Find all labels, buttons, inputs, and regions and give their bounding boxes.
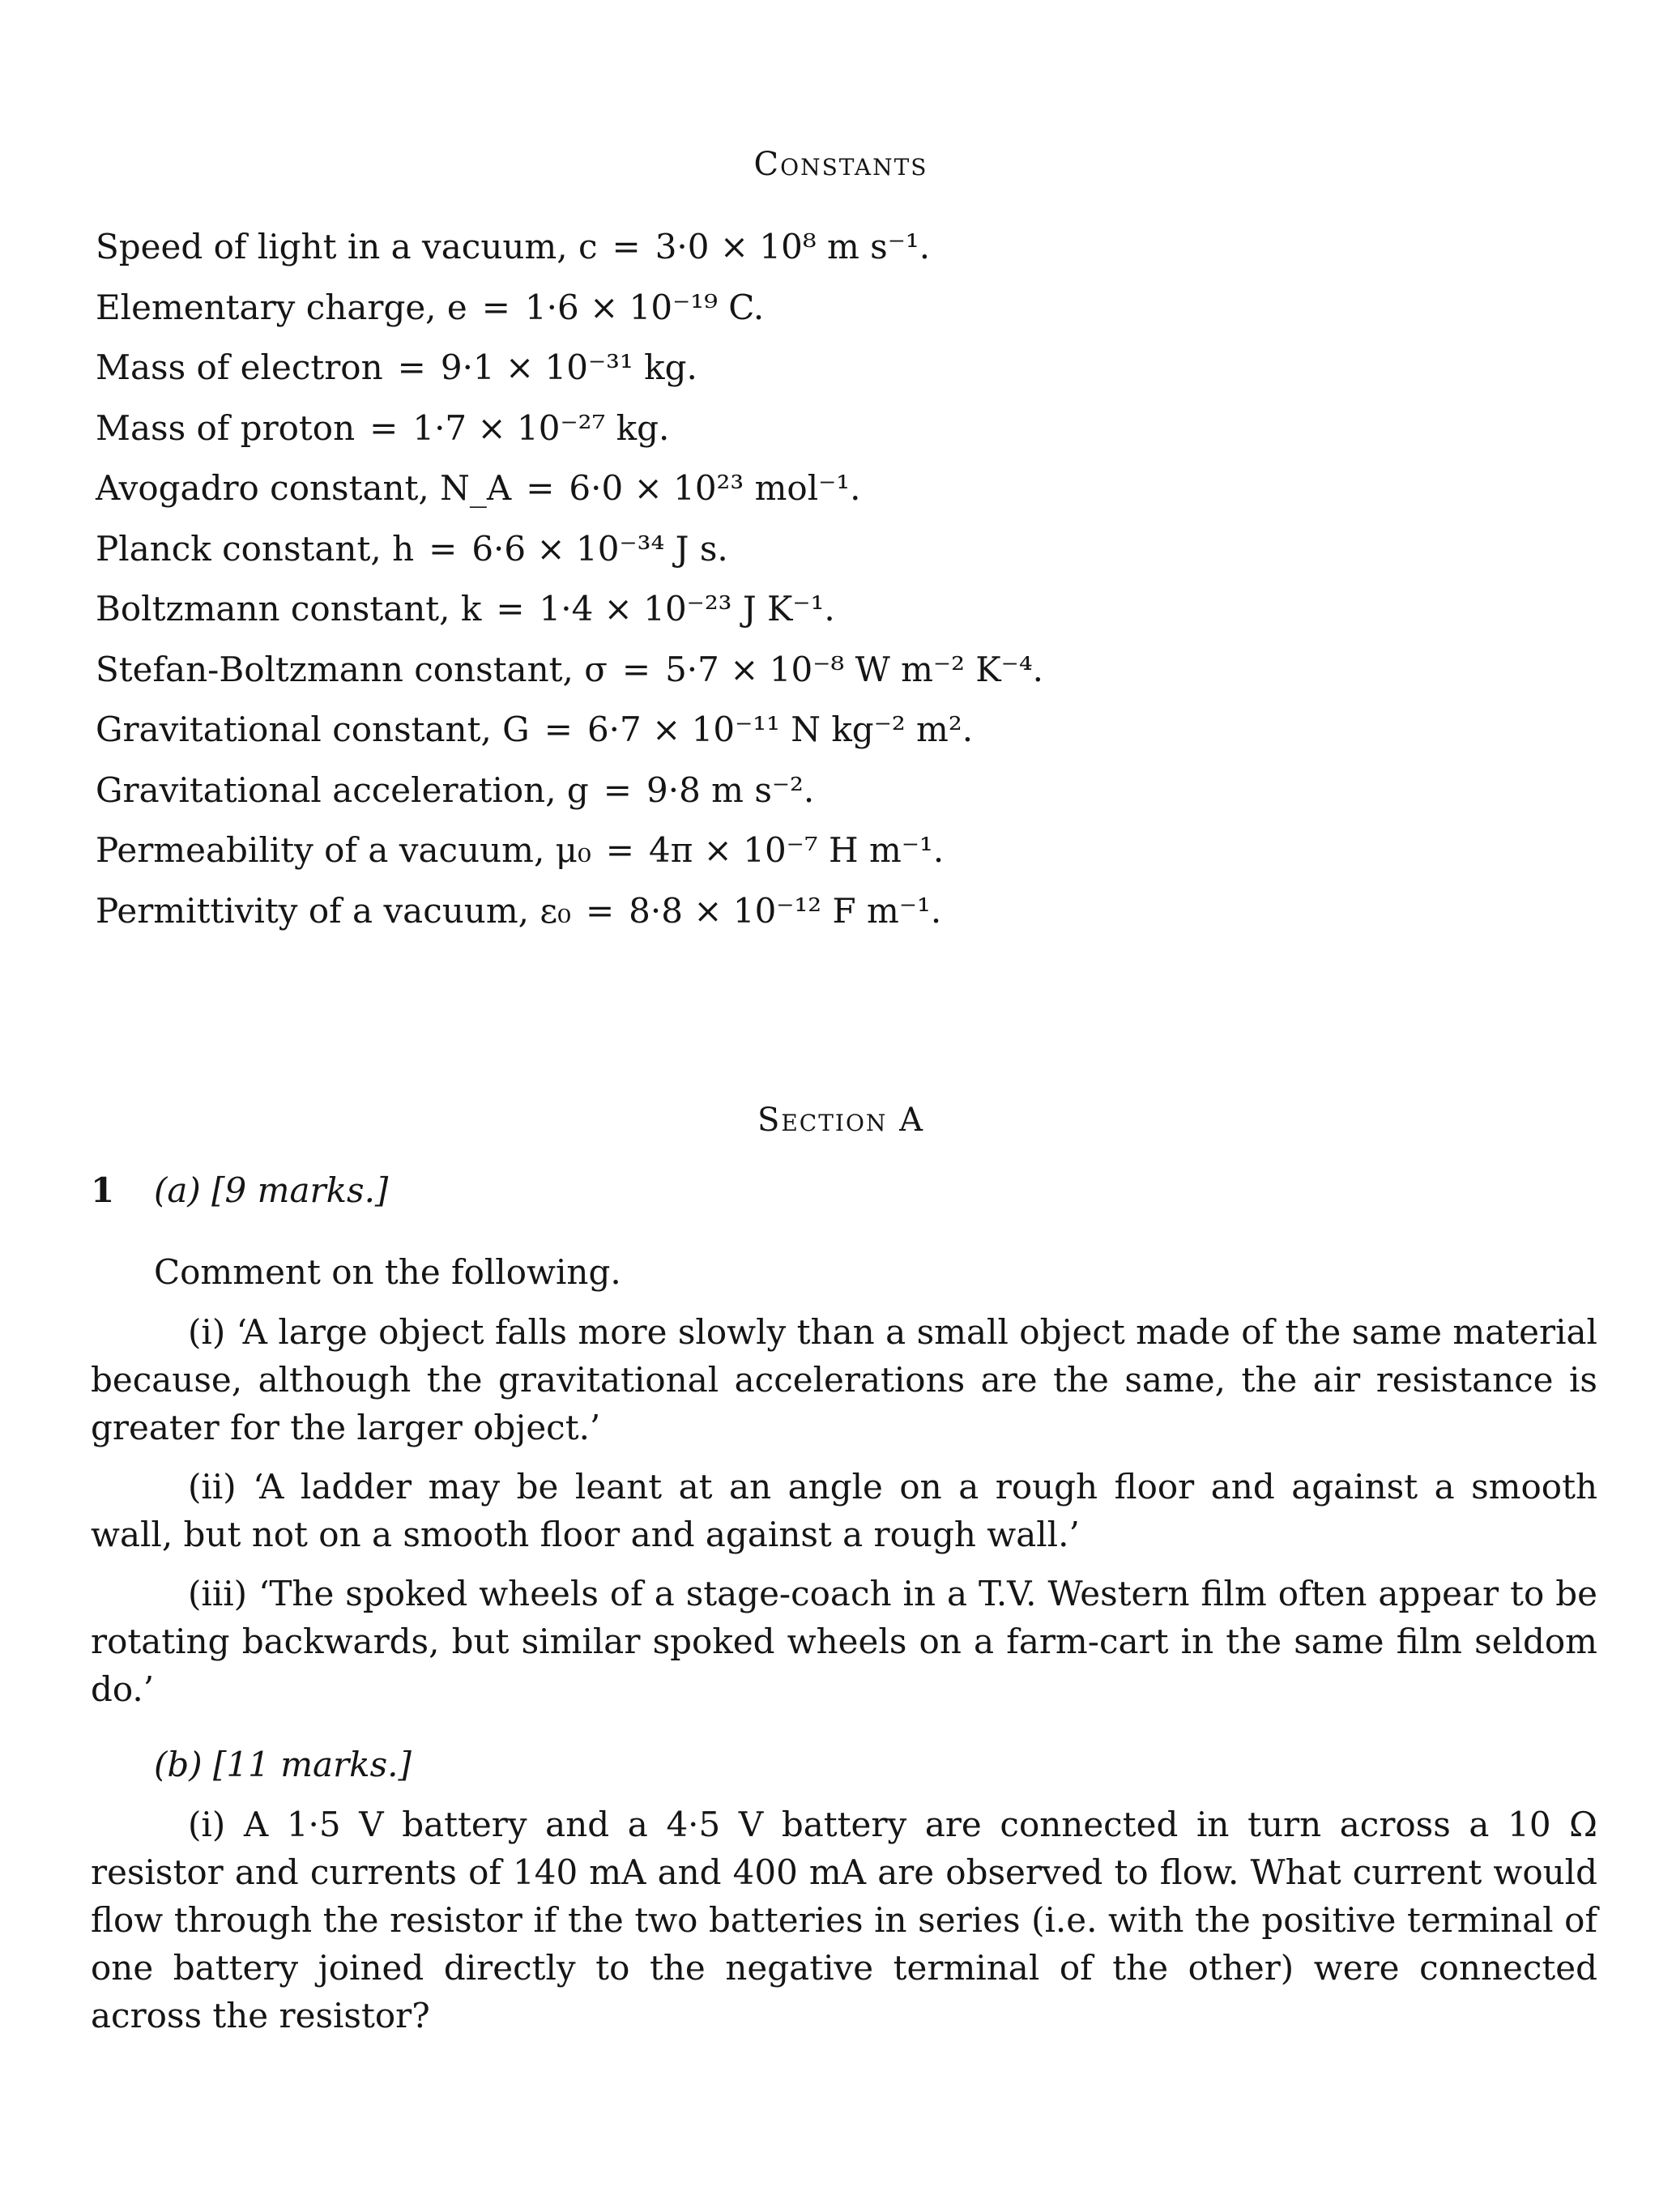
constant-label: Elementary charge, e <box>96 287 467 327</box>
section-heading: Section A <box>757 1102 925 1139</box>
constant-stefan-boltzmann: Stefan-Boltzmann constant, σ = 5·7 × 10⁻⁸ W m⁻² K⁻⁴. <box>96 649 1043 689</box>
constant-boltzmann: Boltzmann constant, k = 1·4 × 10⁻²³ J K⁻¹. <box>96 589 835 629</box>
question-1 <box>91 1162 1597 2039</box>
constant-label: Gravitational acceleration, g <box>96 769 589 810</box>
part-b-item-i <box>91 1801 1597 2039</box>
constant-speed-of-light: Speed of light in a vacuum, c = 3·0 × 10⁸ m s⁻¹. <box>96 227 931 266</box>
part-b-marks: [11 marks.] <box>213 1745 412 1784</box>
part-a-marks: [9 marks.] <box>211 1170 389 1210</box>
part-a-item-ii <box>91 1463 1597 1558</box>
constant-label: Gravitational constant, G <box>96 710 530 749</box>
constant-value: 1·7 × 10⁻²⁷ kg. <box>412 407 670 448</box>
item-text: ‘A ladder may be leant at an angle on a rough floor and against a smooth wall, but not on a smooth floor and against a rough wall.’ <box>91 1467 1597 1554</box>
constant-label: Mass of electron <box>96 347 383 387</box>
constant-label: Permeability of a vacuum, μ₀ <box>96 830 591 870</box>
constant-label: Avogadro constant, N_A <box>96 468 512 508</box>
constant-permeability: Permeability of a vacuum, μ₀ = 4π × 10⁻⁷ H m⁻¹. <box>96 830 945 870</box>
constant-value: 6·0 × 10²³ mol⁻¹. <box>569 468 861 508</box>
item-number: (i) <box>188 1805 226 1844</box>
item-number: (iii) <box>188 1574 248 1613</box>
constant-gravitational: Gravitational constant, G = 6·7 × 10⁻¹¹ N kg⁻² m². <box>96 710 974 749</box>
constant-value: 4π × 10⁻⁷ H m⁻¹. <box>649 830 945 870</box>
constants-list <box>96 217 1311 941</box>
question-header <box>91 1162 1597 1219</box>
constant-mass-proton: Mass of proton = 1·7 × 10⁻²⁷ kg. <box>96 407 670 448</box>
constant-value: 1·4 × 10⁻²³ J K⁻¹. <box>539 589 835 629</box>
part-b-header <box>154 1741 1597 1789</box>
constant-value: 8·8 × 10⁻¹² F m⁻¹. <box>629 890 942 931</box>
item-text: ‘A large object falls more slowly than a small object made of the same material because, although the gravitational accelerations are the same, the air resistance is greater for the larger object.’ <box>91 1312 1597 1447</box>
constant-value: 5·7 × 10⁻⁸ W m⁻² K⁻⁴. <box>665 649 1043 689</box>
constant-label: Permittivity of a vacuum, ε₀ <box>96 890 571 931</box>
constant-planck: Planck constant, h = 6·6 × 10⁻³⁴ J s. <box>96 528 728 569</box>
constant-label: Planck constant, h <box>96 528 415 569</box>
constant-value: 9·1 × 10⁻³¹ kg. <box>440 347 697 387</box>
part-a-item-i <box>91 1308 1597 1451</box>
item-number: (i) <box>188 1312 226 1352</box>
constant-label: Mass of proton <box>96 407 356 448</box>
constant-elementary-charge: Elementary charge, e = 1·6 × 10⁻¹⁹ C. <box>96 287 765 327</box>
part-a-intro: Comment on the following. <box>154 1252 621 1292</box>
constant-label: Speed of light in a vacuum, c <box>96 227 598 266</box>
question-number: 1 <box>91 1170 115 1210</box>
item-text: ‘The spoked wheels of a stage-coach in a T.V. Western film often appear to be rotating backwards, but similar spoked wheels on a farm-cart in the same film seldom do.’ <box>91 1574 1597 1709</box>
constant-value: 1·6 × 10⁻¹⁹ C. <box>524 287 765 327</box>
part-a-label: (a) <box>154 1170 201 1210</box>
constant-mass-electron: Mass of electron = 9·1 × 10⁻³¹ kg. <box>96 347 697 387</box>
constant-value: 6·6 × 10⁻³⁴ J s. <box>471 528 728 569</box>
constants-heading: Constants <box>753 146 928 183</box>
constant-value: 9·8 m s⁻². <box>646 769 815 810</box>
constant-value: 3·0 × 10⁸ m s⁻¹. <box>655 227 931 266</box>
constant-avogadro: Avogadro constant, N_A = 6·0 × 10²³ mol⁻¹. <box>96 468 861 508</box>
constant-gravitational-acceleration: Gravitational acceleration, g = 9·8 m s⁻². <box>96 769 815 810</box>
constant-permittivity: Permittivity of a vacuum, ε₀ = 8·8 × 10⁻¹² F m⁻¹. <box>96 890 942 931</box>
item-text: A 1·5 V battery and a 4·5 V battery are connected in turn across a 10 Ω resistor and currents of 140 mA and 400 mA are observed to flow. What current would flow through the resistor if the two batteries in series (i.e. with the positive terminal of one battery joined directly to the negative terminal of the other) were connected across the resistor? <box>91 1805 1597 2035</box>
part-a-item-iii <box>91 1570 1597 1713</box>
constant-label: Boltzmann constant, k <box>96 589 482 629</box>
constant-label: Stefan-Boltzmann constant, σ <box>96 649 608 689</box>
part-b-label: (b) <box>154 1745 203 1784</box>
item-number: (ii) <box>188 1467 237 1507</box>
constant-value: 6·7 × 10⁻¹¹ N kg⁻² m². <box>586 710 974 749</box>
